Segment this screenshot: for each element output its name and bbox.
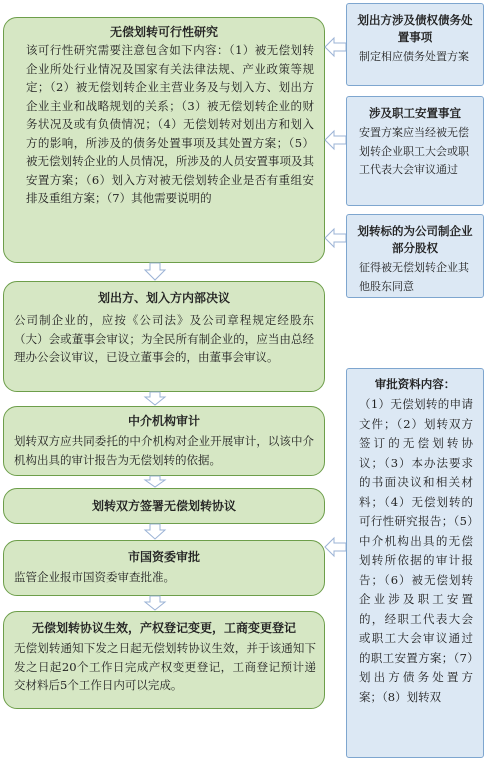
note-title: 划出方涉及债权债务处置事项 [357,13,473,44]
note-body: 制定相应债务处置方案 [359,50,469,63]
down-arrow-icon [143,476,167,488]
step-title: 市国资委审批 [127,550,200,564]
left-arrow-icon [325,228,347,248]
note-debt-disposal [346,3,484,86]
note-body: 安置方案应当经被无偿划转企业职工大会或职工代表大会审议通过 [359,126,469,176]
step-feasibility-study [3,17,325,263]
down-arrow-icon [143,524,167,540]
step-body: 该可行性研究需要注意包含如下内容：（1）被无偿划转企业所处行业情况及国家有关法律法规、产业政策等规定；（2）被无偿划转企业主营业务及与划入方、划出方企业主业和战略规划的关系；（3）被无偿划转企业的财务状况及或有负债情况；（4）无偿划转对划出方和划入方的影响，所涉及的债务处置事项及其处置方案；（5）被无偿划转企业的人员情况，所涉及的人员安置事项及其安置方案；（6）划入方对被无偿划转企业是否有重组安排及重组方案；（7）其他需要说明的 [26,43,314,205]
step-body: 公司制企业的，应按《公司法》及公司章程规定经股东（大）会或董事会审议；为全民所有制企业的，应当由总经理办公会议审议，已设立董事会的，由董事会审议。 [14,313,314,364]
step-intermediary-audit [3,406,325,476]
note-partial-equity [346,214,484,298]
note-title: 涉及职工安置事宜 [369,106,461,120]
note-title: 划转标的为公司制企业部分股权 [357,224,473,255]
step-sign-agreement [3,488,325,524]
left-arrow-icon [325,37,347,57]
step-body: 无偿划转通知下发之日起无偿划转协议生效，并于该通知下发之日起20个工作日完成产权变更登记，工商登记预计递交材料后5个工作日内可以完成。 [14,641,316,692]
step-title: 无偿划转协议生效，产权登记变更，工商变更登记 [31,621,296,635]
step-agreement-effective [3,611,325,709]
note-approval-materials [346,368,484,758]
note-body: （1）无偿划转的申请文件；（2）划转双方签订的无偿划转协议；（3）本办法要求的书面决议和相关材料；（4）无偿划转的可行性研究报告；（5）中介机构出具的无偿划转所依据的审计报告；（6）被无偿划转企业涉及职工安置的，经职工代表大会或职工大会审议通过的职工安置方案；（7）划出方债务处置方案；（8）划转双 [359,397,473,704]
down-arrow-icon [143,263,167,281]
step-sasac-approval [3,540,325,596]
step-title: 划转双方签署无偿划转协议 [91,499,236,513]
down-arrow-icon [143,392,167,406]
step-title: 中介机构审计 [127,414,200,428]
left-arrow-icon [325,537,347,557]
left-arrow-icon [325,130,347,150]
note-title: 审批资料内容： [374,377,456,391]
step-body: 划转双方应共同委托的中介机构对企业开展审计，以该中介机构出具的审计报告为无偿划转的依据。 [14,434,314,467]
down-arrow-icon [143,596,167,611]
step-internal-resolution [3,281,325,392]
step-title: 无偿划转可行性研究 [109,25,218,39]
note-employee-settlement [346,96,484,206]
note-body: 征得被无偿划转企业其他股东同意 [359,261,469,293]
step-body: 监管企业报市国资委审查批准。 [14,570,175,584]
step-title: 划出方、划入方内部决议 [97,291,230,305]
